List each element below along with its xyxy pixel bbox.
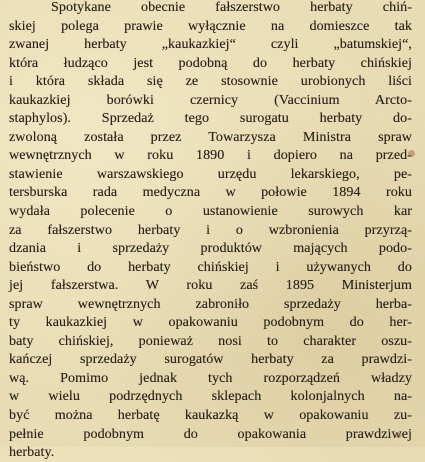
text-line: zwoloną została przez Towarzysza Ministra spraw xyxy=(9,128,412,145)
text-line: stawienie warszawskiego urzędu lekarskiego, pe- xyxy=(9,165,412,182)
text-line: ty kaukazkiej w opakowaniu podobnym do her- xyxy=(9,314,412,331)
text-line: tersburska rada medyczna w połowie 1894 roku xyxy=(9,184,412,201)
text-line: za fałszerstwo herbaty i o wzbronienia przyrzą- xyxy=(9,221,412,238)
text-line: skiej polega prawie wyłącznie na domieszce tak xyxy=(9,17,412,34)
text-line: być można herbatę kaukazką w opakowaniu zu- xyxy=(9,407,412,424)
text-line: wewnętrznych w roku 1890 i dopiero na przed- xyxy=(9,147,412,164)
text-line: która łudząco jest podobną do herbaty chińskiej xyxy=(9,54,412,71)
text-line: pełnie podobnym do opakowania prawdziwej xyxy=(9,425,412,442)
text-line: kańczej sprzedaży surogatów herbaty za prawdzi- xyxy=(9,351,412,368)
text-line: wą. Pomimo jednak tych rozporządzeń władzy xyxy=(9,369,412,386)
text-line: wydała polecenie o ustanowienie surowych kar xyxy=(9,203,412,220)
text-line: herbaty. xyxy=(9,444,55,461)
text-line: i która składa się ze stosownie urobionych liści xyxy=(9,73,412,90)
text-line: jej fałszerstwa. W roku zaś 1895 Ministerjum xyxy=(9,277,412,294)
text-line: w wielu podrzędnych sklepach kolonjalnych na- xyxy=(9,388,412,405)
text-line: bieństwo do herbaty chińskiej i używanych do xyxy=(9,258,412,275)
text-line: baty chińskiej, ponieważ nosi to charakter oszu- xyxy=(9,332,412,349)
text-line: zwanej herbaty „kaukazkiej“ czyli „batumskiej“, xyxy=(9,36,412,53)
text-line: kaukazkiej borówki czernicy (Vaccinium Arcto- xyxy=(9,91,412,108)
text-line: dzania i sprzedaży produktów mających podo- xyxy=(9,240,412,257)
text-line: staphylos). Sprzedaż tego surogatu herbaty do- xyxy=(9,110,412,127)
text-line: Spotykane obecnie fałszerstwo herbaty chiń- xyxy=(51,0,412,15)
text-line: spraw wewnętrznych zabroniło sprzedaży herba- xyxy=(9,295,412,312)
article-text xyxy=(9,0,412,462)
